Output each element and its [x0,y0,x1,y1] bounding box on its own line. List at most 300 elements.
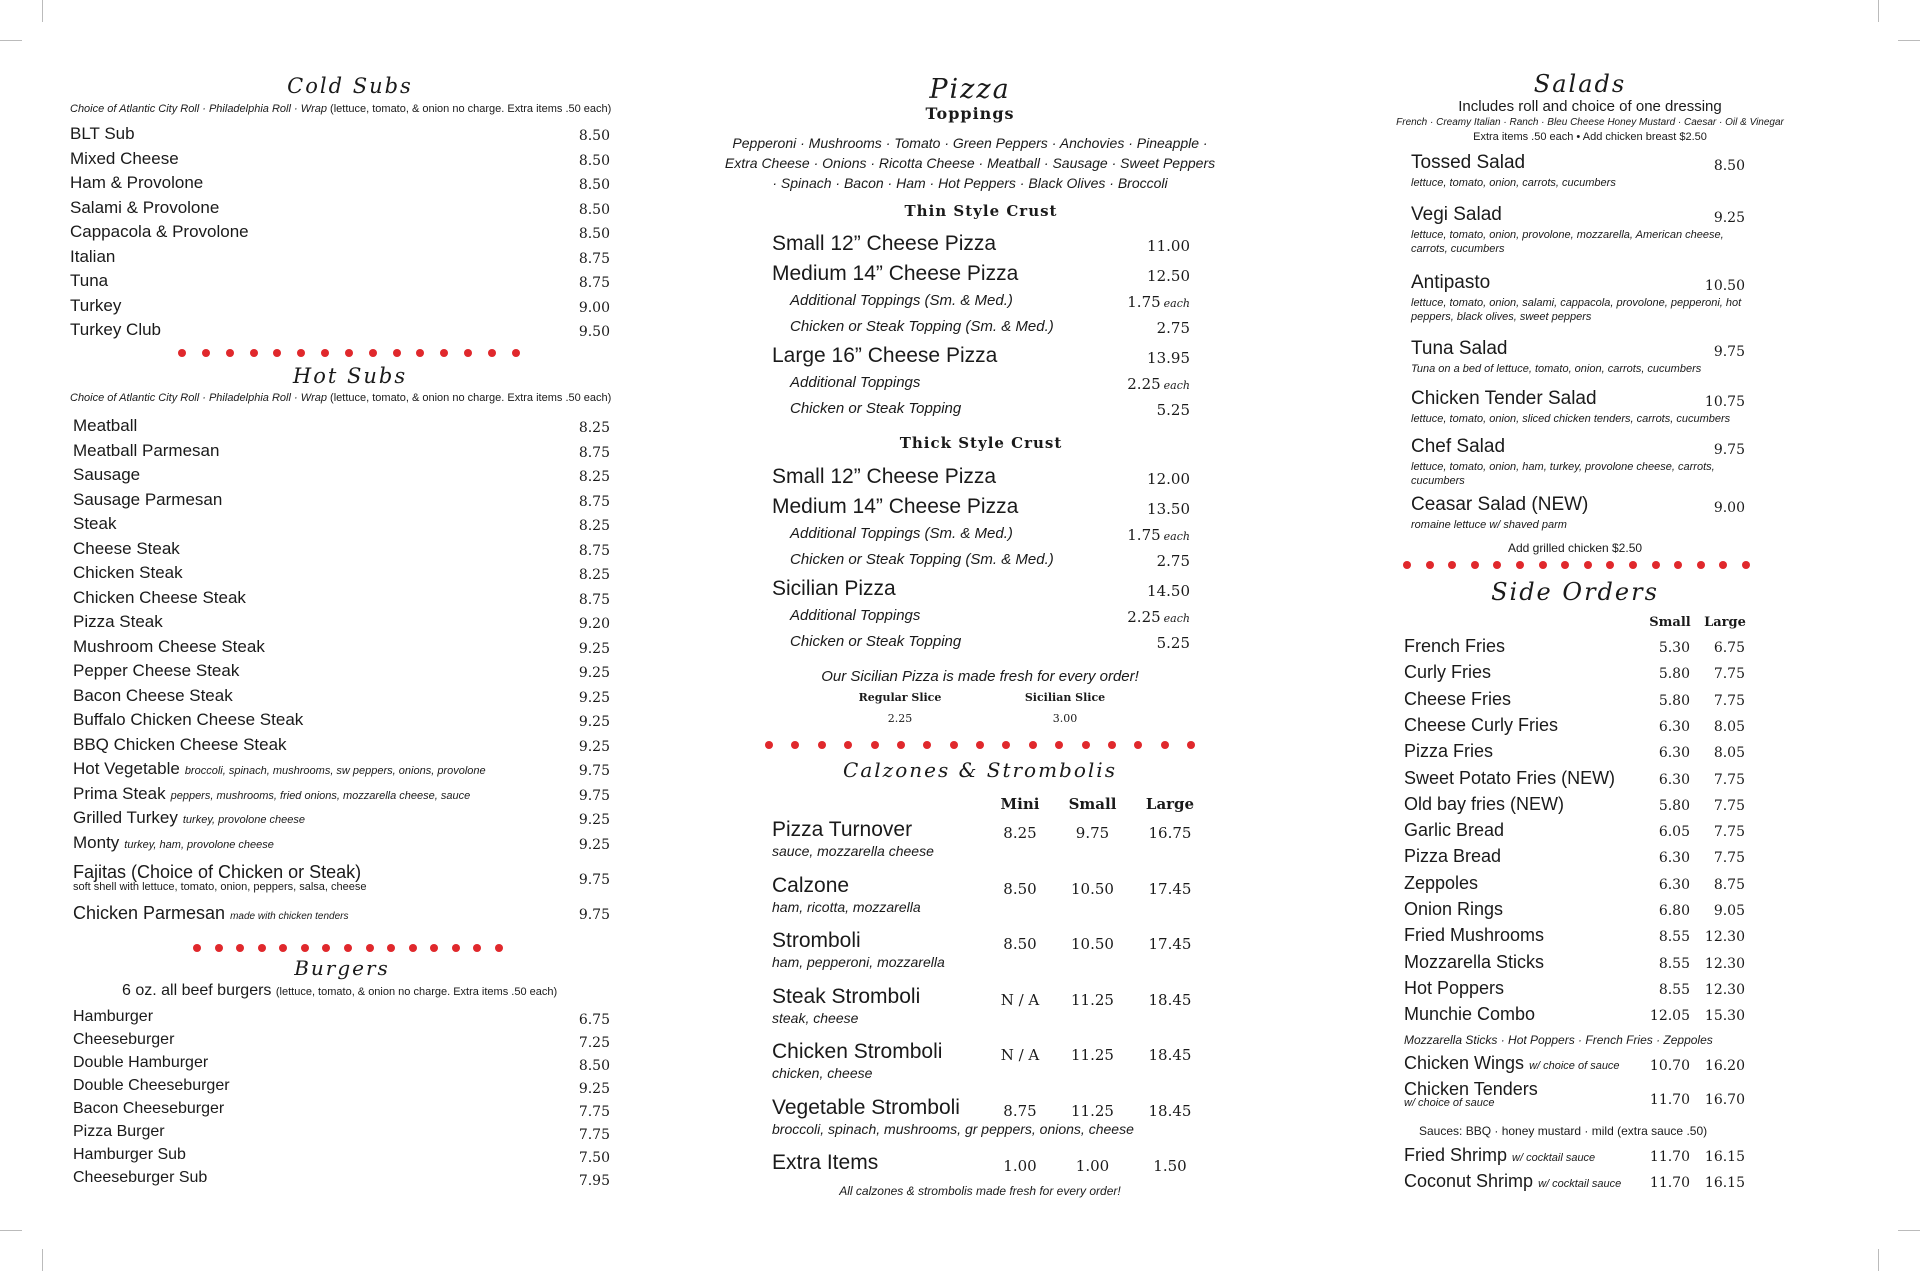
item-name: Monty [73,832,120,852]
item-desc: romaine lettuce w/ shaved parm [1411,519,1567,531]
item-price: 10.50 [1704,278,1745,294]
menu-item [70,320,161,340]
item-price: 1.00 [1003,1157,1037,1175]
price-value: 12.50 [1147,267,1190,285]
item-name: Grilled Turkey [73,808,178,827]
divider-dot [1674,561,1682,569]
divider-dot [226,349,234,357]
price-value: 13.50 [1147,500,1190,518]
item-price: 11.25 [1071,1046,1114,1064]
item-name: Antipasto [1411,272,1491,293]
item-price: 8.50 [1713,158,1745,174]
item-name: Tossed Salad [1411,152,1526,173]
item-name: Fried Mushrooms [1404,925,1545,946]
item-price: 9.75 [1713,442,1745,458]
item-name: Ham & Provolone [70,173,204,192]
divider-dots [193,944,503,952]
menu-item [73,735,287,755]
divider-dots [1403,561,1750,569]
menu-item [70,247,115,267]
menu-item [70,124,135,144]
item-price [1100,634,1190,652]
item-name: Vegetable Stromboli [772,1095,960,1119]
item-name: Chicken or Steak Topping [790,633,962,650]
large-price: 16.15 [1704,1175,1745,1191]
divider-dot [440,349,448,357]
pizza-item [772,577,896,601]
item-price: 10.75 [1704,394,1745,410]
item-name: Ceasar Salad (NEW) [1411,494,1589,515]
pizza-item [772,465,996,489]
divider-dot [416,349,424,357]
item-name: Additional Toppings (Sm. & Med.) [790,292,1013,309]
item-price: 18.45 [1148,1046,1192,1064]
item-price: 9.00 [1713,500,1745,516]
item-name: Cappacola & Provolone [70,222,249,241]
divider-dot [1629,561,1637,569]
price-value: 2.25 [1127,375,1161,393]
item-price: 8.50 [578,201,610,218]
item-price [1100,401,1190,419]
salads-footer: Add grilled chicken $2.50 [1507,541,1643,555]
menu-item [73,490,222,510]
item-price: 8.75 [578,542,610,559]
calzone-item [772,929,945,970]
toppings-line: Extra Cheese · Onions · Ricotta Cheese · Meatball · Sausage · Sweet Peppers [724,155,1216,171]
side-item [1404,925,1544,946]
salads-intro: Includes roll and choice of one dressing [1458,98,1722,115]
divider-dot [236,944,244,952]
small-price: 8.55 [1658,929,1690,946]
item-name: Vegi Salad [1411,204,1502,225]
item-price: 7.25 [578,1035,610,1051]
menu-item [73,833,274,853]
pizza-item [790,374,920,391]
large-price: 16.20 [1704,1058,1745,1074]
calzone-item [772,818,934,859]
pizza-item [790,525,1013,542]
item-desc: lettuce, tomato, onion, carrots, cucumbers [1411,177,1616,189]
note-italic: Choice of Atlantic City Roll · Philadelphia Roll · Wrap [70,103,327,115]
item-price: 9.20 [578,616,610,632]
item-name: Hot Poppers [1404,977,1505,998]
pizza-item [790,318,1054,335]
divider-dot [301,944,309,952]
item-price: 8.50 [578,128,610,144]
menu-item [73,514,116,534]
item-name: Salami & Provolone [70,197,220,217]
price-unit: each [1163,379,1190,392]
item-name: Additional Toppings [790,374,921,391]
item-name: Chicken Cheese Steak [73,587,246,607]
pizza-item [772,262,1018,286]
divider-dot [791,741,799,749]
item-name: Cheese Fries [1404,688,1512,709]
divider-dot [1493,561,1501,569]
large-price: 7.75 [1713,771,1745,788]
pizza-item [790,607,920,624]
small-price: 6.05 [1658,824,1690,841]
divider-dot [950,741,958,749]
item-price: 11.25 [1071,1101,1114,1120]
item-name: Stromboli [772,929,861,952]
item-name: Pizza Turnover [772,818,913,841]
note-plain: (lettuce, tomato, & onion no charge. Extra items .50 each) [330,392,612,404]
divider-dot [409,944,417,952]
menu-item [73,1100,224,1118]
small-price: 5.80 [1658,666,1690,683]
item-price: 8.75 [1003,1101,1037,1120]
item-name: Turkey [70,295,122,315]
item-price: 8.25 [1003,824,1037,842]
side-item [1404,794,1564,815]
item-price: 8.50 [578,177,610,193]
item-price: 9.00 [578,299,610,316]
small-price: 6.30 [1658,745,1690,762]
item-name: Pizza Steak [73,612,163,631]
menu-item [73,808,305,828]
item-price: 9.75 [578,763,610,779]
item-price [1100,582,1190,600]
small-price: 6.80 [1658,903,1690,919]
crop-mark [1898,40,1920,41]
divider-dots [178,349,520,357]
item-name: Mixed Cheese [70,148,179,168]
item-desc: peppers, mushrooms, fried onions, mozzarella cheese, sauce [170,789,471,802]
toppings-line: · Spinach · Bacon · Ham · Hot Peppers · Black Olives · Broccoli [772,175,1168,191]
price-unit: each [1163,612,1190,625]
divider-dot [976,741,984,749]
item-name: Steak Stromboli [772,984,921,1008]
item-price: 8.75 [578,493,610,510]
item-desc: sauce, mozzarella cheese [772,843,934,859]
menu-item [73,1031,174,1049]
menu-item [73,1146,186,1164]
burgers-intro [122,982,602,1000]
large-price: 12.30 [1704,955,1745,972]
calzone-item [772,1151,878,1175]
divider-dot [1108,741,1116,749]
divider-dot [452,944,460,952]
note-plain: (lettuce, tomato, & onion no charge. Extra items .50 each) [330,103,612,115]
side-item [1404,952,1544,973]
item-price: 9.25 [578,640,610,657]
small-price: 5.30 [1658,640,1690,656]
item-desc: broccoli, spinach, mushrooms, gr peppers, onions, cheese [772,1120,1134,1137]
item-price: 9.25 [578,714,610,730]
item-name: Cheeseburger [73,1031,175,1048]
item-name: Additional Toppings (Sm. & Med.) [790,525,1013,542]
salads-extra: Extra items .50 each • Add chicken breast $2.50 [1473,131,1707,143]
item-price: 8.50 [1003,935,1037,953]
price-value: 1.75 [1127,293,1161,311]
divider-dot [1652,561,1660,569]
small-price: 12.05 [1649,1008,1690,1025]
menu-item [73,588,246,608]
intro-small: (lettuce, tomato, & onion no charge. Extra items .50 each) [275,986,558,998]
item-price: 8.50 [578,226,610,242]
small-price: 11.70 [1649,1092,1690,1108]
item-name: Steak [73,514,117,533]
large-price: 16.70 [1704,1092,1745,1108]
item-price: 9.25 [578,812,610,828]
side-item [1404,873,1478,894]
item-price: 1.50 [1153,1157,1187,1175]
divider-dot [344,944,352,952]
menu-item [73,784,470,804]
pizza-item [790,292,1013,309]
divider-dot [430,944,438,952]
item-name: Curly Fries [1404,662,1492,683]
menu-item [70,271,108,291]
price-value: 1.75 [1127,526,1161,544]
divider-dot [1002,741,1010,749]
item-price: 10.50 [1071,935,1114,953]
item-desc: made with chicken tenders [230,911,349,922]
menu-item [73,612,163,632]
menu-item [73,563,183,583]
item-name: Cheese Curly Fries [1404,714,1559,735]
divider-dot [473,944,481,952]
item-name: Coconut Shrimp [1404,1171,1534,1191]
divider-dot [215,944,223,952]
divider-dot [369,349,377,357]
side-item [1404,715,1558,736]
pizza-item [772,232,996,256]
item-price [1100,526,1190,544]
pizza-item [790,551,1054,568]
divider-dot [1606,561,1614,569]
item-price [1100,470,1190,488]
price-value: 2.75 [1156,552,1190,570]
section-title: Calzones & Strombolis [843,758,1117,782]
item-price: N / A [1000,1046,1040,1064]
item-name: Chicken or Steak Topping (Sm. & Med.) [790,318,1054,335]
section-title: Pizza [929,74,1011,105]
item-price: 8.75 [578,591,610,608]
divider-dot [1516,561,1524,569]
thick-crust-title: Thick Style Crust [899,434,1063,452]
divider-dots [765,741,1195,749]
large-price: 12.30 [1704,929,1745,946]
toppings-list [720,133,1220,193]
item-price [1100,500,1190,518]
small-price: 11.70 [1649,1175,1690,1191]
side-item [1404,846,1501,867]
menu-item [73,710,303,730]
divider-dot [1448,561,1456,569]
calzones-footer: All calzones & strombolis made fresh for every order! [839,1184,1121,1198]
item-price: 8.25 [578,469,610,485]
divider-dot [1539,561,1547,569]
item-desc: lettuce, tomato, onion, sliced chicken tenders, carrots, cucumbers [1411,413,1731,425]
divider-dot [322,944,330,952]
section-note [70,392,630,404]
item-desc: chicken, cheese [772,1065,873,1081]
crop-mark [42,1249,43,1271]
divider-dot [495,944,503,952]
divider-dot [1561,561,1569,569]
item-name: Tuna Salad [1411,338,1508,359]
item-name: Hamburger Sub [73,1146,186,1163]
item-price: 8.50 [1003,879,1037,898]
item-name: Onion Rings [1404,899,1504,919]
divider-dot [464,349,472,357]
item-name: Hot Vegetable [73,759,180,778]
pizza-item [790,400,961,417]
menu-item [73,441,219,461]
crop-mark [0,1230,22,1231]
item-price [1100,319,1190,337]
price-value: 2.75 [1156,319,1190,337]
divider-dot [923,741,931,749]
item-price: 8.25 [578,518,610,534]
side-item [1404,820,1504,841]
item-price: 9.25 [578,665,610,681]
divider-dot [488,349,496,357]
item-price: 8.75 [578,444,610,461]
price-value: 13.95 [1147,349,1190,367]
small-price: 8.55 [1658,981,1690,998]
pizza-item [772,495,1018,519]
crop-mark [0,40,22,41]
item-name: Zeppoles [1404,872,1479,893]
item-price [1100,608,1190,626]
item-name: Chicken Stromboli [772,1040,943,1063]
item-name: Meatball [73,416,138,435]
menu-item [70,198,219,218]
menu-item [70,149,179,169]
item-price [1100,267,1190,285]
item-name: Munchie Combo [1404,1004,1536,1025]
section-title: Cold Subs [287,74,413,98]
divider-dot [178,349,186,357]
section-note [70,103,630,115]
divider-dot [366,944,374,952]
item-desc: w/ cocktail sauce [1512,1152,1596,1164]
item-price: 9.25 [578,1081,610,1097]
small-price: 8.55 [1658,955,1690,972]
menu-item [73,1077,230,1095]
large-price: 15.30 [1704,1008,1745,1025]
item-desc: lettuce, tomato, onion, provolone, mozzarella, American cheese, carrots, cucumbers [1411,229,1724,255]
crop-mark [1878,0,1879,22]
item-price: 10.50 [1071,879,1114,898]
divider-dot [387,944,395,952]
slice-price: 3.00 [1052,712,1078,725]
item-price: 9.75 [578,872,610,888]
side-item [1404,1145,1595,1166]
item-name: Old bay fries (NEW) [1404,793,1565,814]
menu-item [73,686,233,706]
item-price: 8.75 [578,275,610,291]
side-item [1404,978,1504,999]
divider-dot [1697,561,1705,569]
menu-item [73,539,180,559]
divider-dot [1584,561,1592,569]
item-name: Small 12” Cheese Pizza [772,232,997,255]
item-desc: broccoli, spinach, mushrooms, sw peppers, onions, provolone [184,765,486,777]
item-name: Extra Items [772,1151,879,1174]
item-price [1100,375,1190,393]
item-name: Cheese Steak [73,538,180,558]
calzone-item [772,1040,942,1081]
note-italic: Choice of Atlantic City Roll · Philadelphia Roll · Wrap [70,392,327,404]
price-unit: each [1163,297,1190,310]
menu-item [73,1123,165,1141]
item-price: 9.75 [1075,824,1110,842]
price-unit: each [1163,530,1190,543]
side-item [1404,1004,1535,1025]
item-price: 7.75 [578,1104,610,1120]
item-price: 6.75 [578,1012,610,1028]
large-price: 7.75 [1713,692,1745,709]
side-item [1404,662,1491,683]
large-price: 16.15 [1704,1149,1745,1165]
menu-item [73,416,137,436]
menu-item [73,661,239,681]
side-item [1404,768,1615,789]
small-price: 10.70 [1649,1058,1690,1074]
item-desc: soft shell with lettuce, tomato, onion, peppers, salsa, cheese [73,881,367,893]
item-price: 9.25 [1713,210,1745,226]
price-value: 2.25 [1127,608,1161,626]
item-name: Pizza Bread [1404,846,1502,867]
item-price: 7.75 [578,1127,610,1143]
large-price: 6.75 [1713,640,1745,656]
divider-dot [279,944,287,952]
item-price: 7.50 [578,1150,610,1166]
item-name: Chicken Parmesan [73,903,226,923]
menu-item [1404,1053,1620,1074]
salads-dressings: French · Creamy Italian · Ranch · Bleu Cheese Honey Mustard · Caesar · Oil & Vinegar [1396,117,1784,128]
item-name: Large 16” Cheese Pizza [772,344,998,367]
item-desc: ham, pepperoni, mozzarella [772,954,945,970]
item-price: 8.75 [578,250,610,267]
divider-dot [321,349,329,357]
large-price: 7.75 [1713,666,1745,683]
price-value: 5.25 [1156,401,1190,419]
divider-dot [273,349,281,357]
item-name: Sweet Potato Fries (NEW) [1404,767,1616,788]
price-value: 12.00 [1147,470,1190,488]
toppings-title: Toppings [925,104,1015,123]
item-price: 17.45 [1148,879,1192,898]
item-price [1100,349,1190,367]
item-price: 9.25 [578,836,610,853]
sicilian-note: Our Sicilian Pizza is made fresh for every order! [821,668,1139,685]
large-price: 12.30 [1704,981,1745,998]
menu-item [73,1169,207,1187]
divider-dot [1134,741,1142,749]
item-name: Fajitas (Choice of Chicken or Steak) [73,862,362,882]
item-desc: w/ choice of sauce [1404,1097,1495,1109]
item-price: 1.00 [1075,1157,1110,1175]
item-name: Mozzarella Sticks [1404,951,1545,972]
item-name: Double Cheeseburger [73,1077,230,1094]
item-price [1100,237,1190,255]
large-price: 8.05 [1713,745,1745,762]
item-name: Bacon Cheeseburger [73,1100,225,1117]
small-price: 6.30 [1658,718,1690,735]
slice-label: Regular Slice [858,691,942,704]
sauces-note: Sauces: BBQ · honey mustard · mild (extra sauce .50) [1419,1124,1708,1138]
col-header: Large [1704,615,1746,630]
item-price [1100,552,1190,570]
divider-dot [1082,741,1090,749]
item-price: 8.25 [578,420,610,436]
intro-main: 6 oz. all beef burgers [122,982,272,999]
